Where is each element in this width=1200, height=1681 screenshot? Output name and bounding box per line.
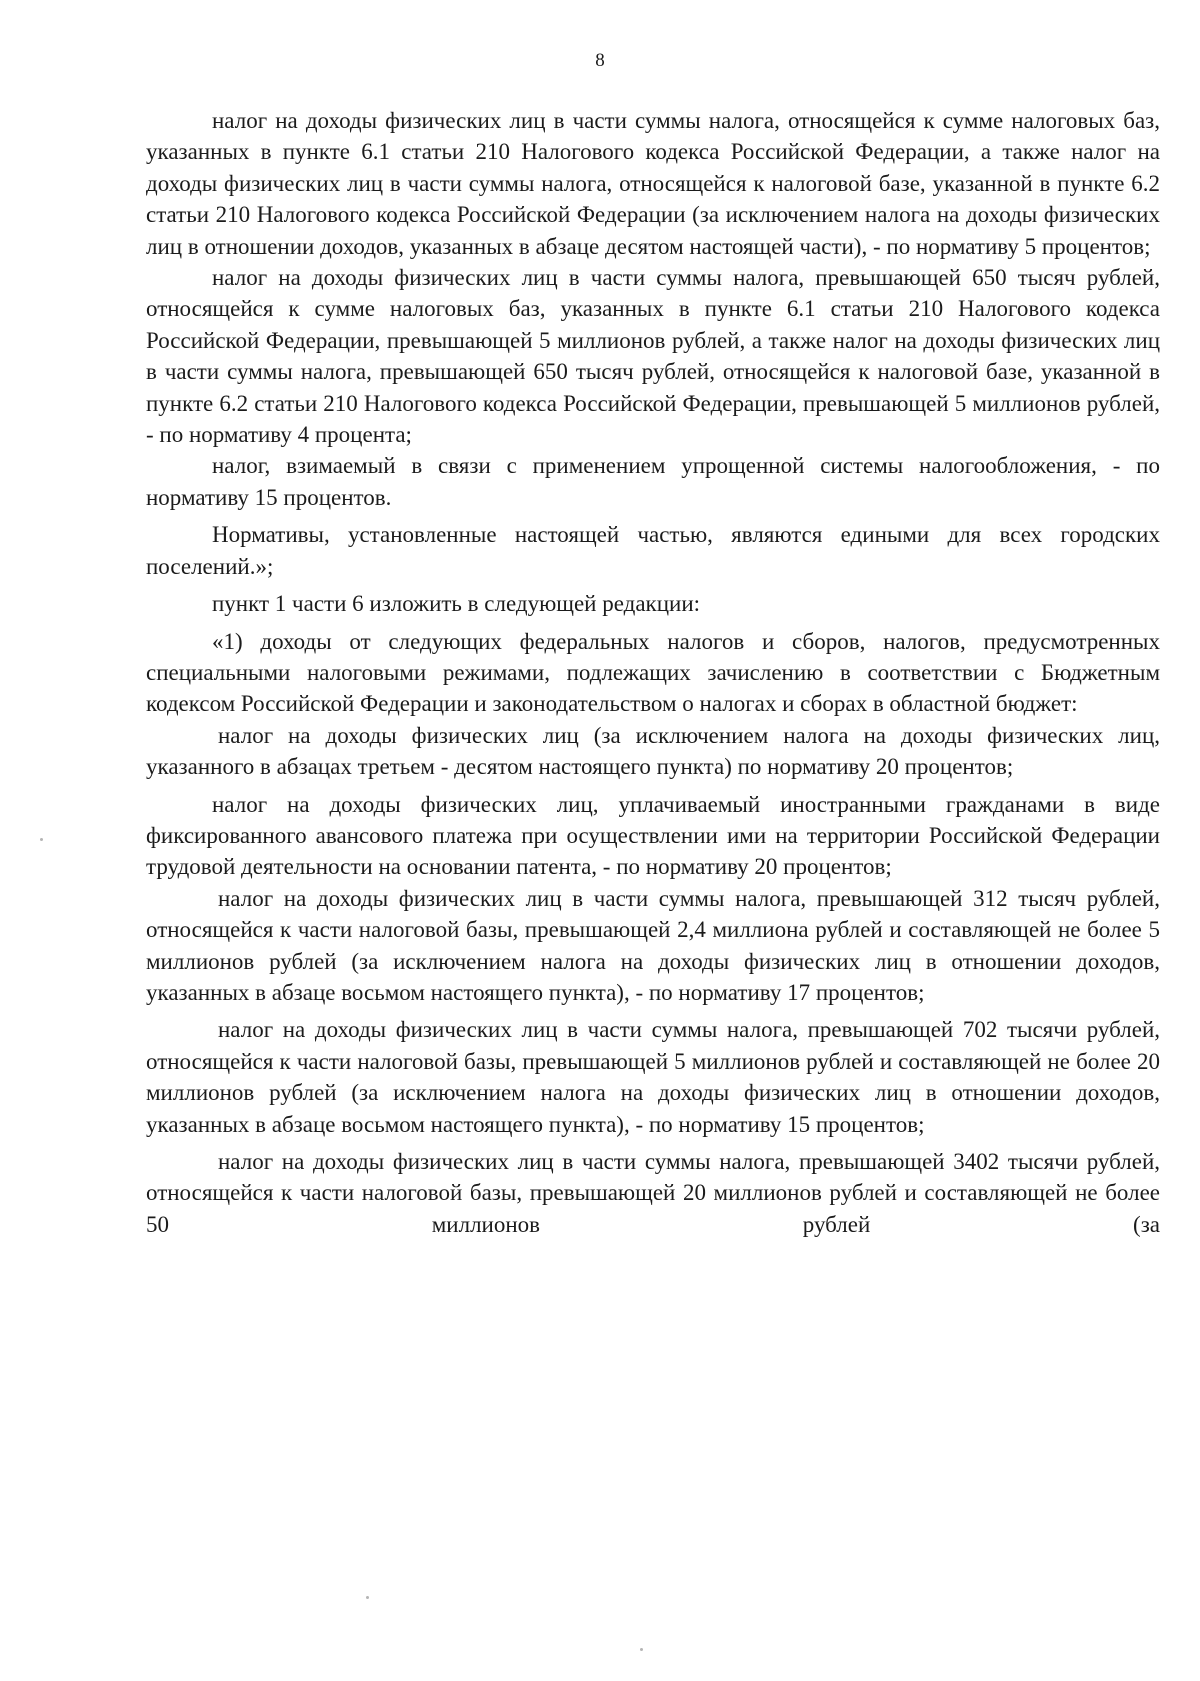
paragraph: Нормативы, установленные настоящей частью, являются едиными для всех городских поселений.»;	[146, 522, 1160, 579]
scan-speck	[366, 1596, 369, 1599]
paragraph: налог на доходы физических лиц (за исключением налога на доходы физических лиц, указанного в абзацах третьем - десятом настоящего пункта) по нормативу 20 процентов;	[146, 722, 1160, 780]
paragraph: налог на доходы физических лиц в части суммы налога, превышающей 312 тысяч рублей, относящейся к части налоговой базы, превышающей 2,4 миллиона рублей и составляющей не более 5 миллионов рублей (за исключением налога на доходы физических лиц в отношении доходов, указанных в абзаце восьмом настоящего пункта), - по нормативу 17 процентов;	[146, 885, 1160, 1005]
page-number: 8	[595, 50, 605, 71]
paragraph: налог на доходы физических лиц в части суммы налога, превышающей 650 тысяч рублей, относящейся к сумме налоговых баз, указанных в пункте 6.1 статьи 210 Налогового кодекса Российской Федерации, превышающей 5 миллионов рублей, а также налог на доходы физических лиц в части суммы налога, превышающей 650 тысяч рублей, относящейся к налоговой базе, указанной в пункте 6.2 статьи 210 Налогового кодекса Российской Федерации, превышающей 5 миллионов рублей, - по нормативу 4 процента;	[146, 265, 1160, 448]
paragraph: пункт 1 части 6 изложить в следующей редакции:	[212, 591, 701, 617]
scan-speck	[40, 838, 43, 841]
paragraph: налог на доходы физических лиц в части суммы налога, относящейся к сумме налоговых баз, указанных в пункте 6.1 статьи 210 Налогового кодекса Российской Федерации, а также налог на доходы физических лиц в части суммы налога, относящейся к налоговой базе, указанной в пункте 6.2 статьи 210 Налогового кодекса Российской Федерации (за исключением налога на доходы физических лиц в отношении доходов, указанных в абзаце десятом настоящей части), - по нормативу 5 процентов;	[146, 108, 1160, 259]
paragraph: налог на доходы физических лиц, уплачиваемый иностранными гражданами в виде фиксированного авансового платежа при осуществлении ими на территории Российской Федерации трудовой деятельности на основании патента, - по нормативу 20 процентов;	[146, 791, 1160, 880]
document-body	[146, 105, 1160, 1240]
paragraph: налог на доходы физических лиц в части суммы налога, превышающей 3402 тысячи рублей, относящейся к части налоговой базы, превышающей 20 миллионов рублей и составляющей не более 50 миллионов рублей (за	[146, 1149, 1160, 1237]
paragraph: налог на доходы физических лиц в части суммы налога, превышающей 702 тысячи рублей, относящейся к части налоговой базы, превышающей 5 миллионов рублей и составляющей не более 20 миллионов рублей (за исключением налога на доходы физических лиц в отношении доходов, указанных в абзаце восьмом настоящего пункта), - по нормативу 15 процентов;	[146, 1017, 1160, 1137]
scan-speck	[640, 1648, 643, 1651]
paragraph: «1) доходы от следующих федеральных налогов и сборов, налогов, предусмотренных специальными налоговыми режимами, подлежащих зачислению в соответствии с Бюджетным кодексом Российской Федерации и законодательством о налогах и сборах в областной бюджет:	[146, 628, 1160, 717]
paragraph: налог, взимаемый в связи с применением упрощенной системы налогообложения, - по нормативу 15 процентов.	[146, 453, 1160, 510]
